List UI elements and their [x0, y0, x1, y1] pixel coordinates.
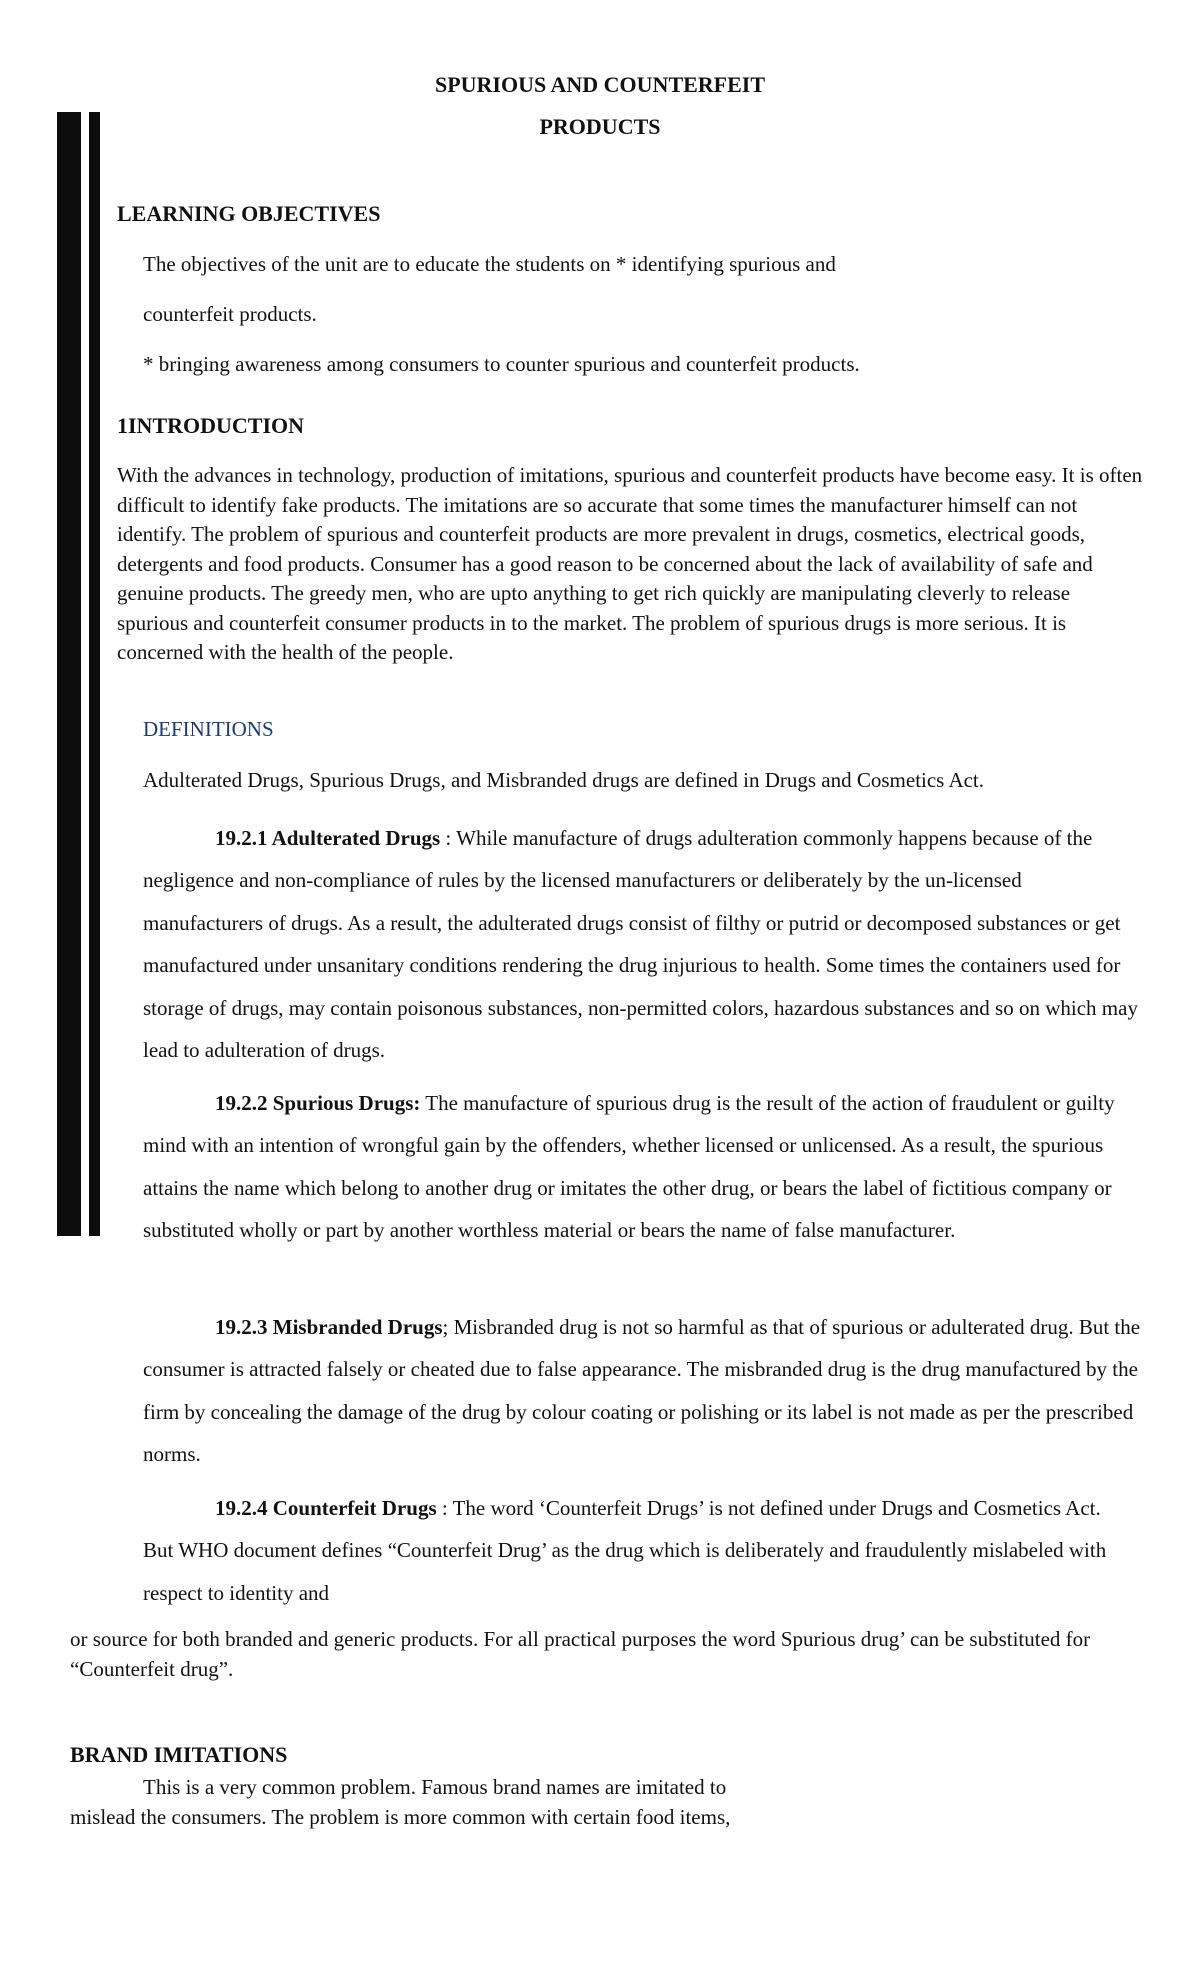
- adulterated-drugs-paragraph: [143, 817, 1143, 1071]
- brand-imitations-line1: This is a very common problem. Famous brand names are imitated to: [143, 1775, 727, 1799]
- brand-imitations-heading: BRAND IMITATIONS: [70, 1742, 288, 1767]
- adulterated-drugs-text: : While manufacture of drugs adulteration commonly happens because of the negligence and non-compliance of rules by the licensed manufacturers or deliberately by the un-licensed manufacturers of drugs. As a result, the adulterated drugs consist of filthy or putrid or decomposed substances or get manufactured under unsanitary conditions rendering the drug injurious to health. Some times the containers used for storage of drugs, may contain poisonous substances, non-permitted colors, hazardous substances and so on which may lead to adulteration of drugs.: [143, 826, 1138, 1063]
- page-title-line2: PRODUCTS: [539, 114, 661, 139]
- brand-imitations-line2: mislead the consumers. The problem is more common with certain food items,: [70, 1805, 731, 1829]
- objectives-line1: The objectives of the unit are to educate the students on * identifying spurious and: [143, 252, 836, 276]
- definitions-heading: DEFINITIONS: [143, 717, 274, 741]
- introduction-heading: 1INTRODUCTION: [117, 413, 305, 438]
- page-title-line1: SPURIOUS AND COUNTERFEIT: [434, 72, 766, 97]
- spurious-drugs-paragraph: [143, 1082, 1143, 1252]
- misbranded-drugs-label: 19.2.3 Misbranded Drugs: [215, 1315, 443, 1339]
- objectives-line3: * bringing awareness among consumers to counter spurious and counterfeit products.: [143, 352, 860, 376]
- introduction-paragraph: With the advances in technology, production of imitations, spurious and counterfeit products have become easy. It is often difficult to identify fake products. The imitations are so accurate that some times the manufacturer himself can not identify. The problem of spurious and counterfeit products are more prevalent in drugs, cosmetics, electrical goods, detergents and food products. Consumer has a good reason to be concerned about the lack of availability of safe and genuine products. The greedy men, who are upto anything to get rich quickly are manipulating cleverly to release spurious and counterfeit consumer products in to the market. The problem of spurious drugs is more serious. It is concerned with the health of the people.: [117, 463, 1143, 664]
- counterfeit-drugs-label: 19.2.4 Counterfeit Drugs: [215, 1496, 437, 1520]
- counterfeit-drugs-continuation: or source for both branded and generic products. For all practical purposes the word Spurious drug’ can be substituted for “Counterfeit drug”.: [70, 1627, 1091, 1681]
- learning-objectives-heading: LEARNING OBJECTIVES: [117, 201, 381, 226]
- counterfeit-drugs-text: : The word ‘Counterfeit Drugs’ is not defined under Drugs and Cosmetics Act. But WHO document defines “Counterfeit Drug’ as the drug which is deliberately and fraudulently mislabeled with respect to identity and: [143, 1496, 1107, 1605]
- decorative-bar-thin: [89, 112, 100, 1236]
- misbranded-drugs-text: ; Misbranded drug is not so harmful as that of spurious or adulterated drug. But the consumer is attracted falsely or cheated due to false appearance. The misbranded drug is the drug manufactured by the firm by concealing the damage of the drug by colour coating or polishing or its label is not made as per the prescribed norms.: [143, 1315, 1141, 1467]
- spurious-drugs-text: The manufacture of spurious drug is the result of the action of fraudulent or guilty mind with an intention of wrongful gain by the offenders, whether licensed or unlicensed. As a result, the spurious attains the name which belong to another drug or imitates the other drug, or bears the label of fictitious company or substituted wholly or part by another worthless material or bears the name of false manufacturer.: [143, 1091, 1115, 1243]
- misbranded-drugs-paragraph: [143, 1306, 1143, 1476]
- spurious-drugs-label: 19.2.2 Spurious Drugs:: [215, 1091, 421, 1115]
- counterfeit-drugs-paragraph: [143, 1487, 1133, 1614]
- objectives-line2: counterfeit products.: [143, 302, 317, 326]
- definitions-intro: Adulterated Drugs, Spurious Drugs, and Misbranded drugs are defined in Drugs and Cosmetics Act.: [143, 768, 985, 792]
- adulterated-drugs-label: 19.2.1 Adulterated Drugs: [215, 826, 441, 850]
- decorative-bar-thick: [57, 112, 81, 1236]
